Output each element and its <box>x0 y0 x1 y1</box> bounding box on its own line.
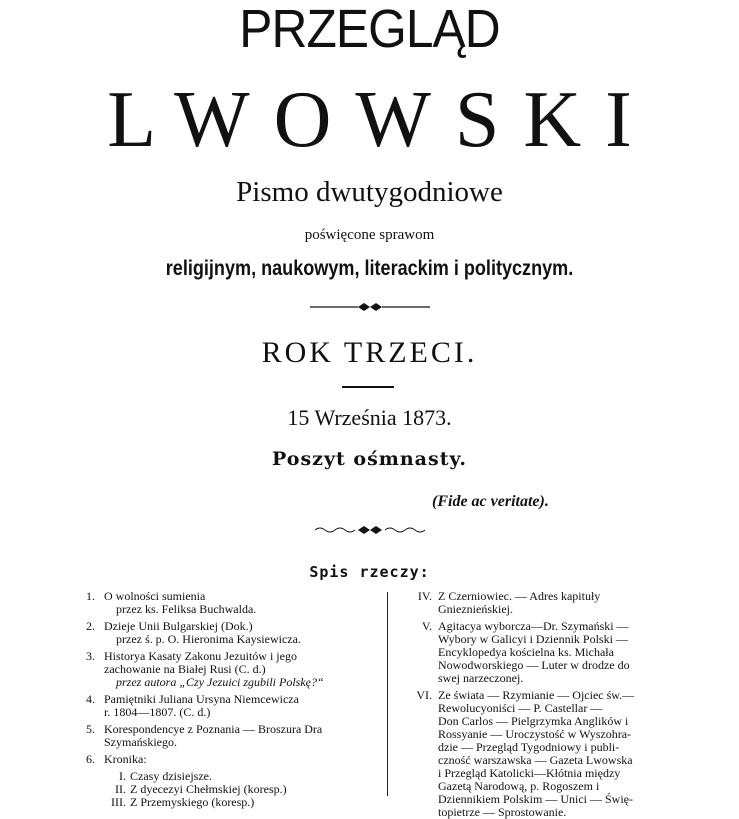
divider-rule <box>342 386 394 388</box>
toc-entry-line: Gazetą Narodową, p. Rogoszem i <box>438 779 600 793</box>
kronika-item-number: III. <box>111 795 126 809</box>
kronika-item-text: Z dyecezyi Chełmskiej (koresp.) <box>130 782 287 796</box>
toc-entry-line: Rewolucyoniści — P. Castellar — <box>438 701 603 715</box>
toc-title: Spis rzeczy: <box>309 563 430 581</box>
kronika-item-number: II. <box>115 782 126 796</box>
toc-entry-line: dzie — Przegląd Tygodniowy i publi- <box>438 740 620 754</box>
toc-entry <box>86 693 382 719</box>
edition-date: 15 Września 1873. <box>287 405 452 430</box>
toc-entry-number: 3. <box>86 649 95 663</box>
toc-entry-line: Agitacya wyborcza—Dr. Szymański — <box>438 619 629 633</box>
kronika-item-text: Czasy dzisiejsze. <box>130 769 212 783</box>
toc-entry-line: zachowanie na Białej Rusi (C. d.) <box>104 662 266 676</box>
toc-entry-line: przez autora „Czy Jezuici zgubili Polskę?“ <box>116 675 324 689</box>
toc-entry-number: 5. <box>86 722 95 736</box>
toc-entry-line: Szymańskiego. <box>104 735 177 749</box>
motto: (Fide ac veritate). <box>432 493 549 510</box>
toc-entry <box>86 723 382 749</box>
kronika-item-text: Z Przemyskiego (koresp.) <box>130 795 255 809</box>
toc-entry-line: topietrze — Sprostowanie. <box>438 805 567 819</box>
toc-entry-line: przez ks. Feliksa Buchwalda. <box>116 602 257 616</box>
toc-entry <box>86 650 382 689</box>
toc-entry-number: 2. <box>86 619 95 633</box>
toc-entry-line: i Przegląd Katolicki—Kłótnia między <box>438 766 621 780</box>
toc-entry-number: 1. <box>86 589 95 603</box>
masthead-title-line2: LWOWSKI <box>107 76 656 164</box>
toc-entry-line: Don Carlos — Pielgrzymka Anglików i <box>438 714 629 728</box>
toc-entry-line: Encyklopedya kościelna ks. Michała <box>438 645 614 659</box>
toc-entry-line: Gnieznieńskiej. <box>438 602 513 616</box>
toc-entry <box>86 590 382 616</box>
toc-right-column <box>408 590 648 819</box>
toc-entry <box>86 620 382 646</box>
ornament-rule-top <box>0 301 739 313</box>
kronika-list <box>86 770 382 809</box>
masthead-title-line1: PRZEGLĄD <box>239 0 500 59</box>
toc-left-column <box>86 590 382 809</box>
toc-entry-line: swej narzeczonej. <box>438 671 524 685</box>
toc-entry <box>408 620 648 685</box>
toc-entry-line: Dzieje Unii Bulgarskiej (Dok.) <box>104 619 253 633</box>
ornament-rule-bottom <box>0 524 739 536</box>
toc-entry-line: Z Czerniowiec. — Adres kapituły <box>438 589 601 603</box>
toc-entry-line: czność warszawska — Gazeta Lwowska <box>438 753 633 767</box>
toc-entry-number: V. <box>421 619 432 633</box>
toc-entry-line: Kronika: <box>104 752 147 766</box>
column-divider <box>387 592 388 796</box>
toc-entry-number: 4. <box>86 692 95 706</box>
edition-issue: Poszyt ośmnasty. <box>272 448 467 470</box>
kronika-item <box>111 795 382 809</box>
masthead-subtitle: Pismo dwutygodniowe <box>236 176 503 208</box>
toc-entry-line: przez ś. p. O. Hieronima Kaysiewicza. <box>116 632 301 646</box>
toc-entry-line: Dziennikiem Polskim — Unici — Świę- <box>438 792 633 806</box>
toc-entry-number: 6. <box>86 752 95 766</box>
toc-entry-line: Pamiętniki Juliana Ursyna Niemcewicza <box>104 692 299 706</box>
toc-entry-line: Nowodworskiego — Luter w drodze do <box>438 658 630 672</box>
kronika-item-number: I. <box>119 769 126 783</box>
toc-entry-line: O wolności sumienia <box>104 589 206 603</box>
toc-entry-line: r. 1804—1807. (C. d.) <box>104 705 211 719</box>
toc-entry-line: Ze świata — Rzymianie — Ojciec św.— <box>438 688 635 702</box>
toc-entry-line: Rossyanie — Uroczystość w Wyszohra- <box>438 727 632 741</box>
toc-entry <box>408 689 648 819</box>
toc-entry <box>86 753 382 766</box>
edition-year: ROK TRZECI. <box>261 336 478 369</box>
toc-entry-number: IV. <box>417 589 432 603</box>
masthead-topics: religijnym, naukowym, literackim i politycznym. <box>165 257 574 280</box>
toc-entry-line: Historya Kasaty Zakonu Jezuitów i jego <box>104 649 297 663</box>
masthead-dedication: poświęcone sprawom <box>304 227 435 243</box>
toc-entry-number: VI. <box>416 688 432 702</box>
toc-entry <box>408 590 648 616</box>
toc-entry-line: Wybory w Galicyi i Dziennik Polski — <box>438 632 628 646</box>
toc-entry-line: Korespondencye z Poznania — Broszura Dra <box>104 722 323 736</box>
